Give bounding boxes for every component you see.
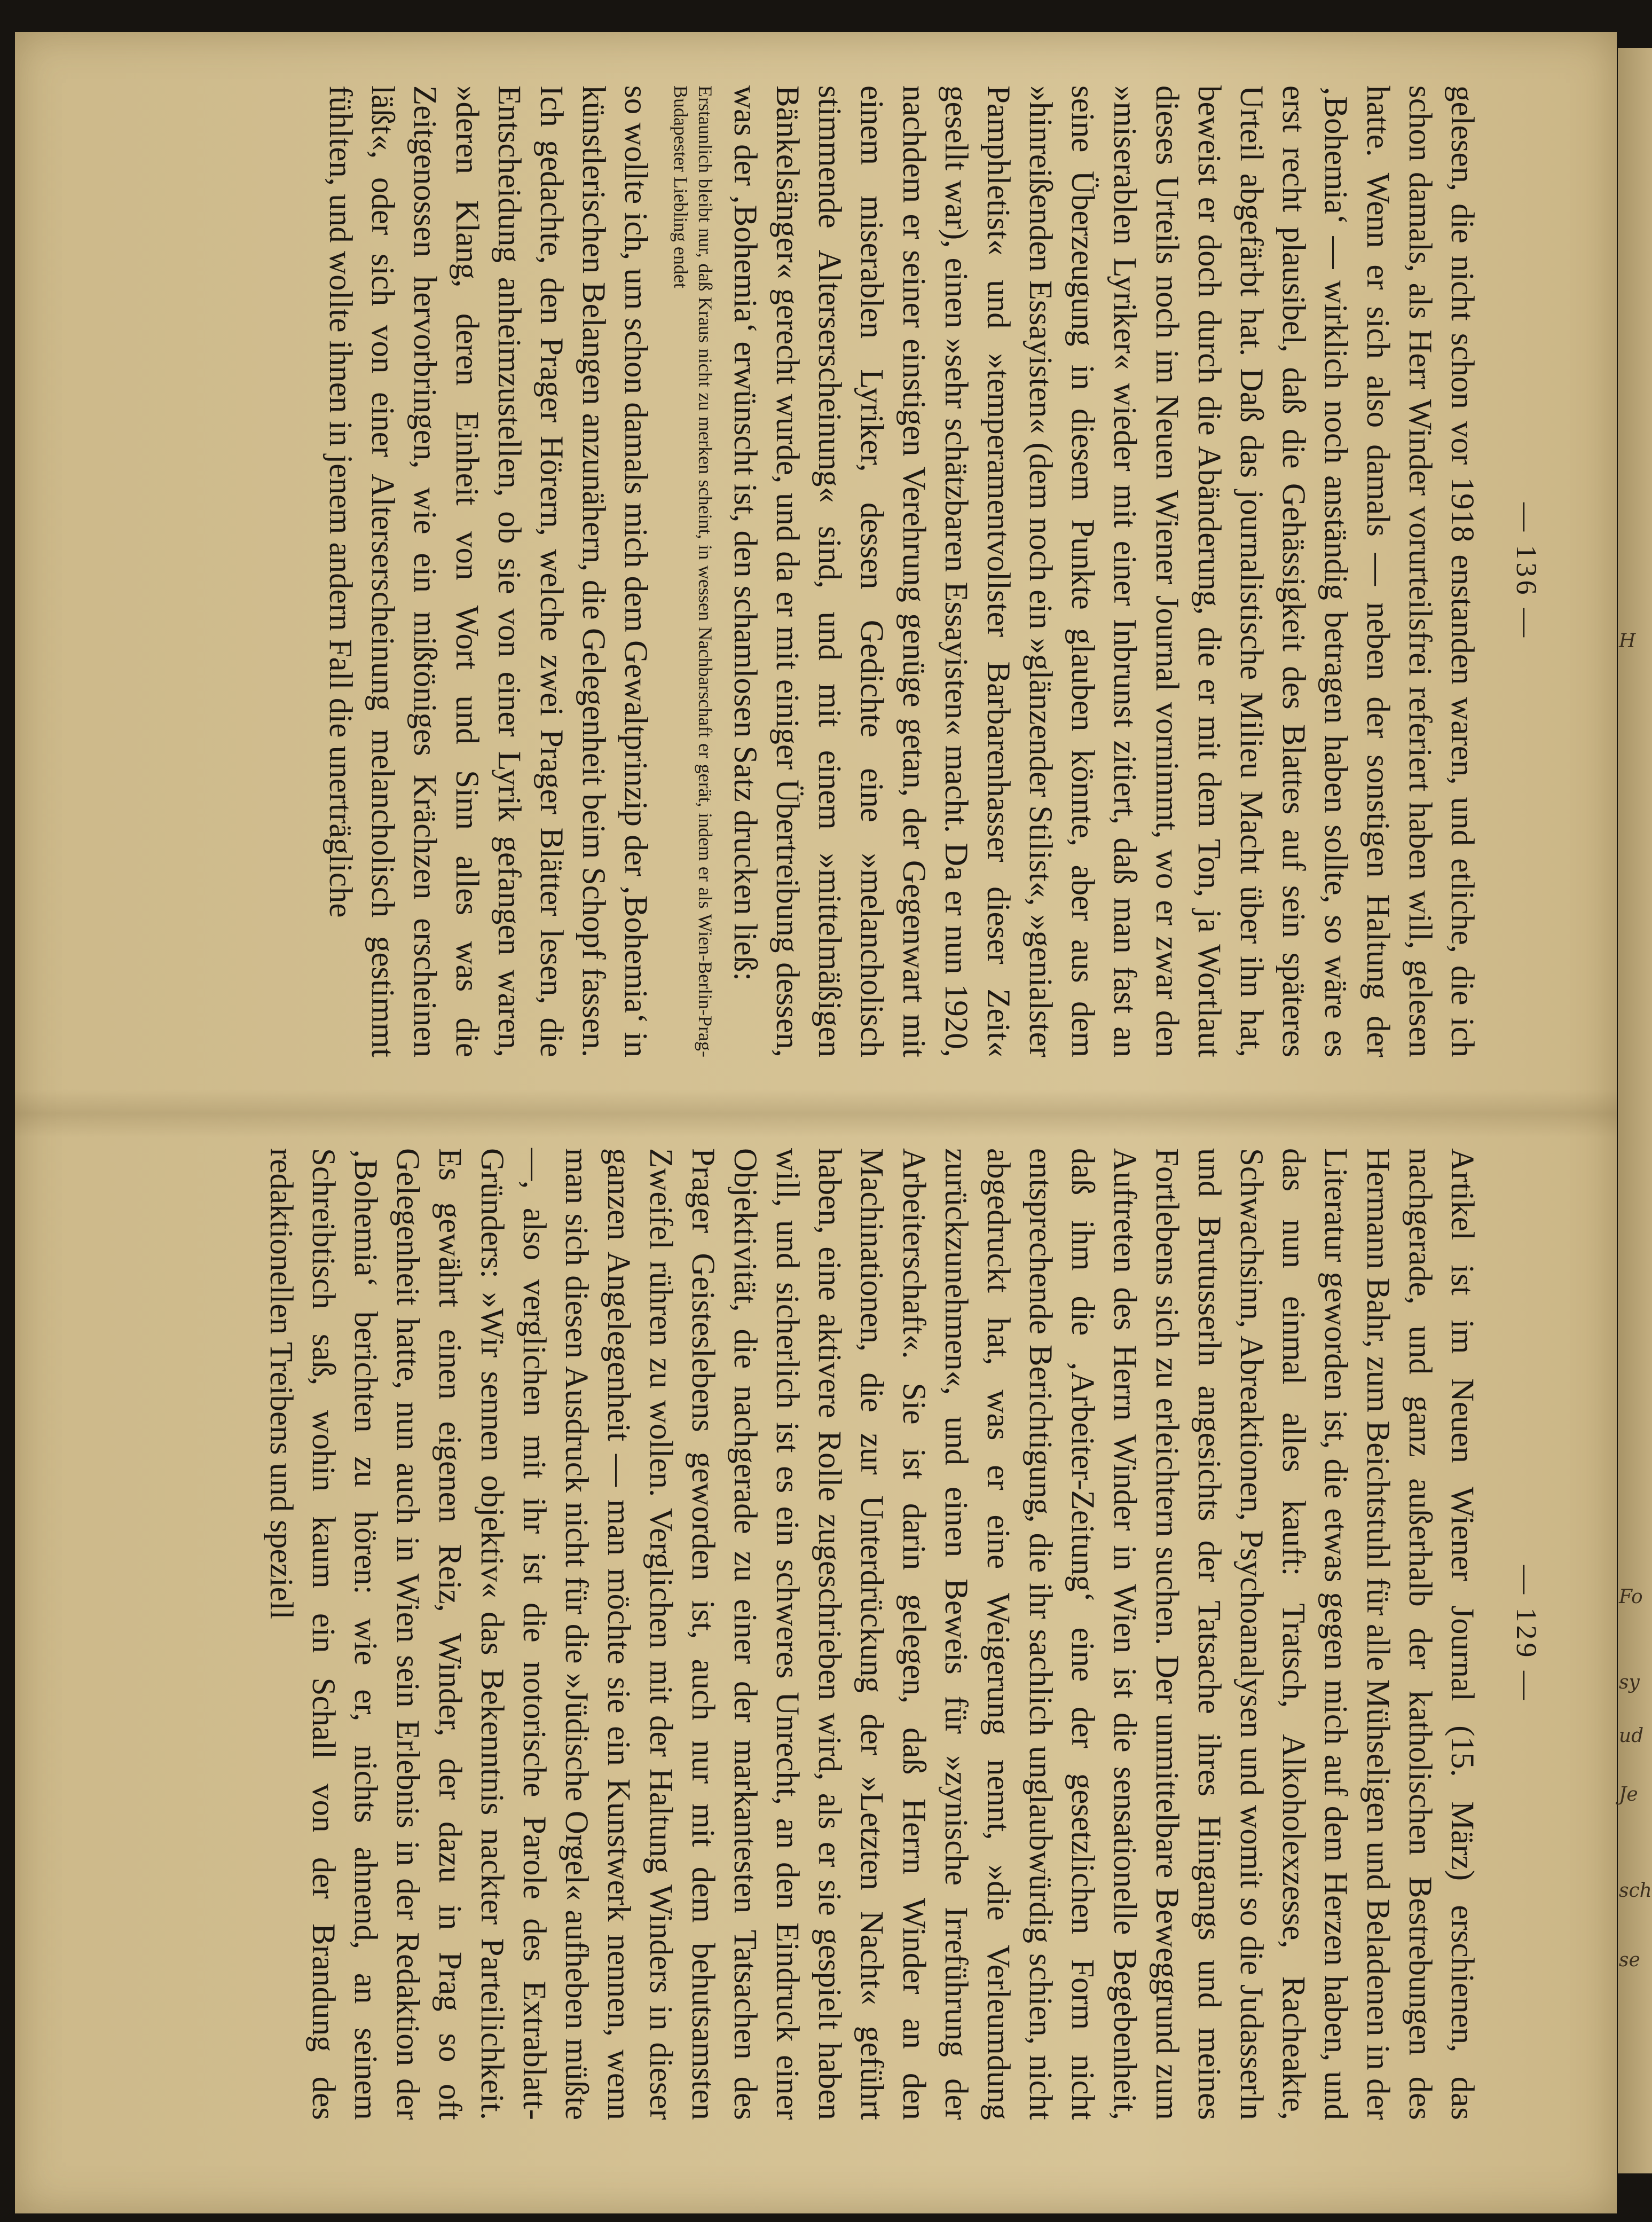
page-number: — 136 — — [1511, 502, 1543, 640]
margin-note: sy — [1619, 1671, 1640, 1693]
page-136 — [101, 85, 1543, 1057]
footnote: Erstaunlich bleibt nur, daß Kraus nicht zu merken scheint, in wessen Nachbarschaft er gerät, indem er als Wien-Berlin-Prag-Budapester Liebling endet — [670, 85, 716, 1057]
margin-note: Fo — [1619, 1586, 1643, 1608]
margin-note: Je — [1619, 1784, 1638, 1805]
body-text — [260, 1148, 1483, 2120]
margin-note: ud — [1619, 1725, 1644, 1747]
margin-note: H — [1619, 630, 1636, 652]
page-number: — 129 — — [1511, 1565, 1543, 1703]
page-fold — [15, 1089, 1617, 1137]
body-text — [319, 85, 1483, 1057]
margin-annotations — [1618, 48, 1652, 2173]
margin-note: sch — [1619, 1880, 1652, 1902]
paragraph: gelesen, die nicht schon vor 1918 enstanden waren, und etliche, die ich schon damals, als Herr Winder vorurteilsfrei referiert haben will, gelesen hatte. Wenn er sich also damals — neben der sonstigen Haltung der ‚Bohemia‘ — wirklich noch anständig betragen haben sollte, so wäre es erst recht plausibel, daß die Gehässigkeit des Blattes auf sein späteres Urteil abgefärbt hat. Daß das journalistische Milieu Macht über ihn hat, beweist er doch durch die Abänderung, die er mit dem Ton, ja Wortlaut dieses Urteils noch im Neuen Wiener Journal vornimmt, wo er zwar den »miserablen Lyriker« wieder mit einer Inbrunst zitiert, daß man fast an seine Überzeugung in diesem Punkte glauben könnte, aber aus dem »hinreißenden Essayisten« (dem noch ein »glänzender Stilist«, »genialster Pamphletist« und »temperamentvollster Barbarenhasser dieser Zeit« gesellt war), einen »sehr schätzbaren Essayisten« macht. Da er nun 1920, nachdem er seiner einstigen Verehrung genüge getan, der Gegenwart mit einem miserablen Lyriker, dessen Gedichte eine »melancholisch stimmende Alterserscheinung« sind, und mit einem »mittelmäßigen Bänkelsänger« gerecht wurde, und da er mit einiger Übertreibung dessen, was der ‚Bohemia‘ erwünscht ist, den schamlosen Satz drucken ließ: — [727, 85, 1480, 1057]
adjacent-page-edge — [1618, 48, 1652, 2173]
paragraph: so wollte ich, um schon damals mich dem Gewaltprinzip der ‚Bohemia‘ in künstlerischen Belangen anzunähern, die Gelegenheit beim Schopf fassen. Ich gedachte, den Prager Hörern, welche zwei Prager Blätter lesen, die Entscheidung anheimzustellen, ob sie von einer Lyrik gefangen waren, »deren Klang, deren Einheit von Wort und Sinn alles was die Zeitgenossen hervorbringen, wie ein mißtöniges Krächzen erscheinen läßt«, oder sich von einer Alterserscheinung melancholisch gestimmt fühlten, und wollte ihnen in jenem andern Fall die unerträgliche — [322, 85, 654, 1057]
margin-note: se — [1619, 1949, 1640, 1971]
page-129 — [101, 1148, 1543, 2120]
paragraph: Artikel ist im Neuen Wiener Journal (15. März) erschienen, das nachgerade, und ganz außerhalb der katholischen Bestrebungen des Hermann Bahr, zum Beichtstuhl für alle Mühseligen und Beladenen in der Literatur geworden ist, die etwas gegen mich auf dem Herzen haben, und das nun einmal alles kauft: Tratsch, Alkoholexzesse, Racheakte, Schwachsinn, Abreaktionen, Psychoanalysen und womit so die Judasserln und Brutusserln angesichts der Tatsache ihres Hingangs und meines Fortlebens sich zu erleichtern suchen. Der unmittelbare Beweggrund zum Auftreten des Herrn Winder in Wien ist die sensationelle Begebenheit, daß ihm die ‚Arbeiter-Zeitung‘ eine der gesetzlichen Form nicht entsprechende Berichtigung, die ihr sachlich unglaubwürdig schien, nicht abgedruckt hat, was er eine Weigerung nennt, »die Verleumdung zurückzunehmen«, und einen Beweis für »zynische Irreführung der Arbeiterschaft«. Sie ist darin gelegen, daß Herrn Winder an den Machinationen, die zur Unterdrückung der »Letzten Nacht« geführt haben, eine aktivere Rolle zugeschrieben wird, als er sie gespielt haben will, und sicherlich ist es ein schweres Unrecht, an den Eindruck einer Objektivität, die nachgerade zu einer der markantesten Tatsachen des Prager Geisteslebens geworden ist, auch nur mit dem behutsamsten Zweifel rühren zu wollen. Verglichen mit der Haltung Winders in dieser ganzen Angelegenheit — man möchte sie ein Kunstwerk nennen, wenn man sich diesen Ausdruck nicht für die »Jüdische Orgel« aufheben müßte —, also verglichen mit ihr ist die notorische Parole des Extrablatt-Gründers: »Wir sennen objektiv« das Bekenntnis nackter Parteilichkeit. Es gewährt einen eigenen Reiz, Winder, der dazu in Prag so oft Gelegenheit hatte, nun auch in Wien sein Erlebnis in der Redaktion der ‚Bohemia‘ berichten zu hören: wie er, nichts ahnend, an seinem Schreibtisch saß, wohin kaum ein Schall von der Brandung des redaktionellen Treibens und speziell — [263, 1148, 1480, 2120]
